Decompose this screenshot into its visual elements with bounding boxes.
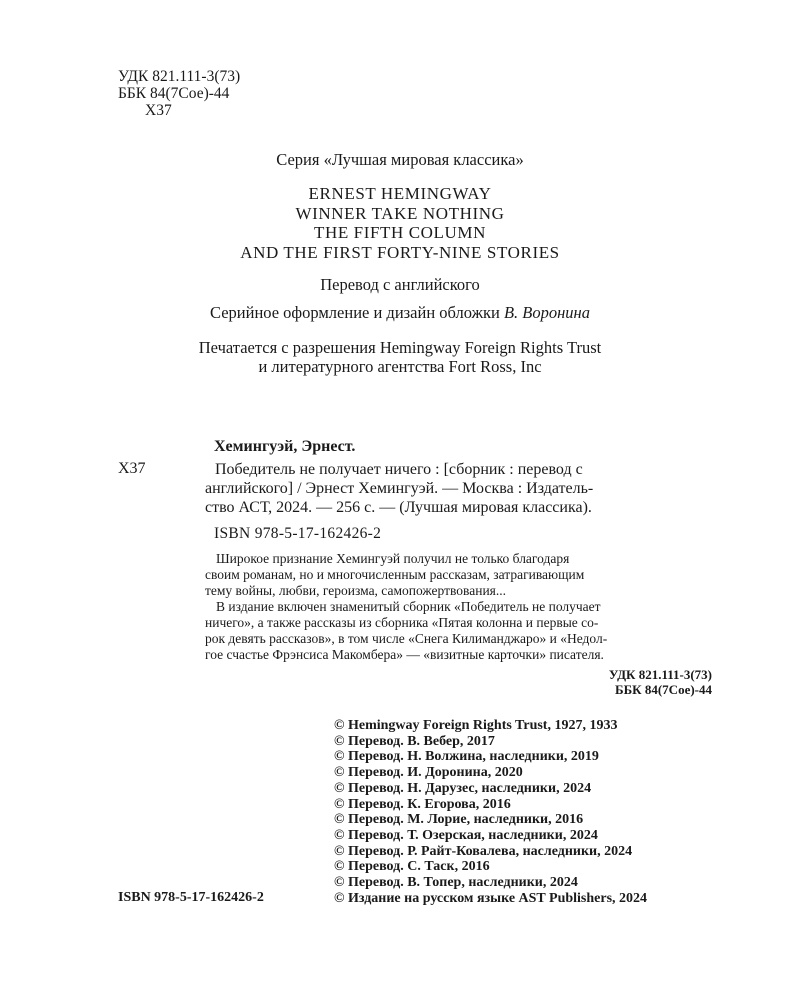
- copyright-line: © Перевод. С. Таск, 2016: [334, 859, 490, 875]
- description-line: Победитель не получает ничего : [сборник : перевод с: [215, 461, 583, 478]
- catalog-mark: Х37: [118, 460, 146, 477]
- permission-line: Печатается с разрешения Hemingway Foreign Rights Trust: [198, 338, 602, 357]
- original-title-line: THE FIFTH COLUMN: [313, 223, 487, 242]
- original-title-line: ERNEST HEMINGWAY: [308, 184, 492, 203]
- copyright-line: © Издание на русском языке AST Publishers, 2024: [334, 890, 648, 906]
- copyright-line: © Перевод. Т. Озерская, наследники, 2024: [334, 827, 598, 843]
- original-titles: [0, 184, 800, 262]
- classification-codes-bottom: [609, 667, 712, 697]
- original-title-line: WINNER TAKE NOTHING: [295, 203, 505, 223]
- annotation-line: тему войны, любви, героизма, самопожертвования...: [205, 583, 507, 598]
- copyright-line: © Перевод. Н. Дарузес, наследники, 2024: [334, 780, 592, 796]
- udk-code: УДК 821.111-3(73): [118, 68, 241, 85]
- copyright-line: © Перевод. Р. Райт-Ковалева, наследники, 2024: [334, 843, 633, 859]
- annotation-line: В издание включен знаменитый сборник «Победитель не получает: [216, 599, 601, 614]
- annotation-line: ничего», а также рассказы из сборника «Пятая колонна и первые со-: [205, 615, 599, 630]
- copyright-line: © Перевод. Н. Волжина, наследники, 2019: [334, 749, 599, 765]
- original-title-line: AND THE FIRST FORTY-NINE STORIES: [240, 242, 560, 262]
- author-mark: Х37: [145, 102, 172, 119]
- design-credit-text: Серийное оформление и дизайн обложки: [210, 303, 504, 322]
- catalog-author: Хемингуэй, Эрнест.: [214, 438, 356, 455]
- annotation-line: рок девять рассказов», в том числе «Снега Килиманджаро» и «Недол-: [205, 631, 608, 646]
- copyright-line: © Перевод. В. Вебер, 2017: [334, 733, 495, 749]
- copyright-block: [334, 718, 647, 906]
- annotation-paragraph: [205, 599, 723, 663]
- annotation-paragraph: [205, 551, 723, 599]
- annotation-line: Широкое признание Хемингуэй получил не только благодаря: [216, 551, 570, 566]
- copyright-line: © Перевод. М. Лорие, наследники, 2016: [334, 812, 584, 828]
- copyright-line: © Hemingway Foreign Rights Trust, 1927, 1933: [334, 718, 618, 733]
- design-credit: [0, 303, 800, 323]
- bbk-code-bottom: ББК 84(7Сое)-44: [614, 682, 712, 697]
- catalog-isbn: ISBN 978-5-17-162426-2: [214, 525, 382, 542]
- annotation: [205, 551, 723, 663]
- copyright-line: © Перевод. В. Топер, наследники, 2024: [334, 875, 578, 891]
- udk-code-bottom: УДК 821.111-3(73): [608, 667, 712, 682]
- translation-note: Перевод с английского: [320, 275, 480, 294]
- annotation-line: своим романам, но и многочисленным рассказам, затрагивающим: [205, 567, 585, 582]
- description-line: английского] / Эрнест Хемингуэй. — Москва : Издатель-: [205, 480, 594, 497]
- series-title: Серия «Лучшая мировая классика»: [276, 150, 524, 169]
- bbk-code: ББК 84(7Сое)-44: [118, 85, 230, 102]
- annotation-line: гое счастье Фрэнсиса Макомбера» — «визитные карточки» писателя.: [205, 647, 604, 662]
- catalog-description: [205, 460, 725, 517]
- classification-block: [118, 68, 240, 119]
- copyright-line: © Перевод. И. Доронина, 2020: [334, 765, 523, 781]
- permission-line: и литературного агентства Fort Ross, Inc: [258, 357, 542, 376]
- designer-name: В. Воронина: [503, 303, 590, 322]
- permission-note: [0, 338, 800, 376]
- isbn-bottom: ISBN 978-5-17-162426-2: [118, 890, 264, 905]
- copyright-line: © Перевод. К. Егорова, 2016: [334, 796, 511, 812]
- description-line: ство АСТ, 2024. — 256 с. — (Лучшая мировая классика).: [205, 499, 592, 516]
